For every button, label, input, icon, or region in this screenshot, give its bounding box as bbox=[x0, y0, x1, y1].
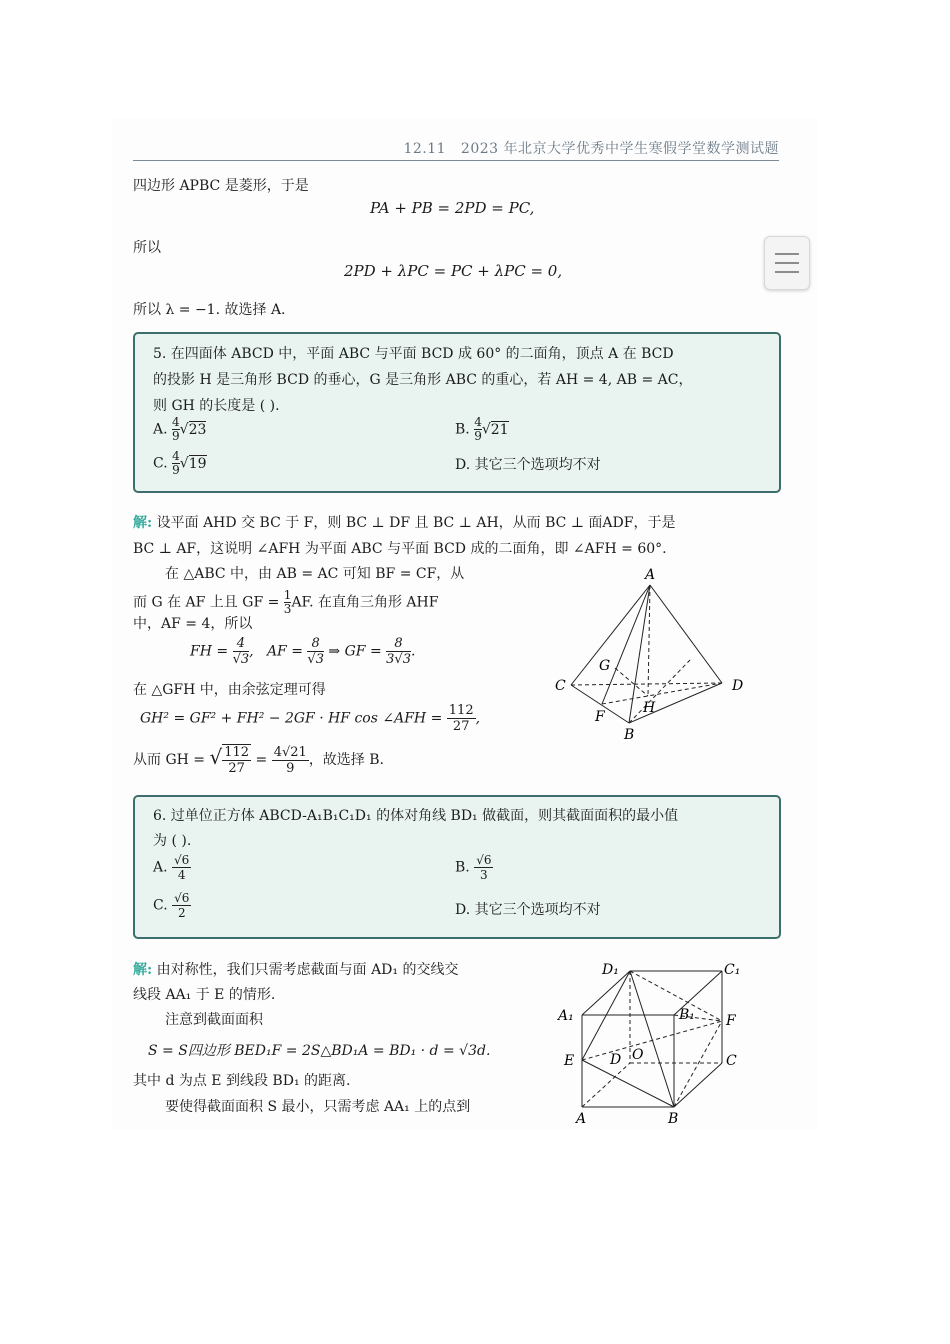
label-b: B bbox=[668, 1111, 679, 1127]
label-c: C bbox=[555, 678, 566, 694]
sol5-cosine-equation: GH² = GF² + FH² − 2GF · HF cos ∠AFH = $\frac{112}{27}$ , bbox=[140, 703, 481, 734]
sol5-line-6: 在 △GFH 中，由余弦定理可得 bbox=[133, 682, 326, 698]
q5-line-2: 的投影 H 是三角形 BCD 的垂心，G 是三角形 ABC 的重心，若 AH = 4, AB = AC， bbox=[153, 372, 693, 388]
segment-fd-hidden bbox=[602, 683, 722, 704]
q6-option-a: A. $\frac{√6}{4}$ bbox=[153, 853, 190, 882]
tetrahedron-figure bbox=[540, 565, 760, 745]
label-c1: C₁ bbox=[724, 962, 741, 978]
label-b1: B₁ bbox=[679, 1007, 695, 1023]
q6-line-2: 为 ( ). bbox=[153, 833, 192, 849]
q5-option-c: C. $\frac{4}{9}$ √19 bbox=[153, 449, 207, 477]
label-f: F bbox=[726, 1013, 736, 1029]
sol5-line-3: 在 △ABC 中，由 AB = AC 可知 BF = CF，从 bbox=[165, 566, 465, 582]
intro-line-2: 所以 bbox=[133, 240, 161, 256]
q5-option-a: A. $\frac{4}{9}$ √23 bbox=[153, 415, 207, 443]
label-d: D bbox=[610, 1052, 622, 1068]
sol5-line-5: 中，AF = 4，所以 bbox=[133, 616, 253, 632]
label-a: A bbox=[576, 1111, 587, 1127]
q5-option-d: D. 其它三个选项均不对 bbox=[455, 457, 601, 473]
header-title: 2023 年北京大学优秀中学生寒假学堂数学测试题 bbox=[460, 141, 779, 157]
label-o: O bbox=[632, 1047, 644, 1063]
question-5-box bbox=[133, 332, 781, 493]
sol6-line-4: 其中 d 为点 E 到线段 BD₁ 的距离. bbox=[133, 1073, 351, 1089]
label-f: F bbox=[595, 709, 605, 725]
sol5-equation-fh-af-gf: FH = $\frac{4}{√3}$ , AF = $\frac{8}{√3}$ ⇒ GF = $\frac{8}{3√3}$ . bbox=[190, 636, 416, 667]
intro-equation-2: 2PD + λPC = PC + λPC = 0, bbox=[344, 262, 563, 280]
label-d: D bbox=[732, 678, 744, 694]
label-e: E bbox=[564, 1053, 575, 1069]
intro-line-3: 所以 λ = −1. 故选择 A. bbox=[133, 302, 286, 318]
sol6-line-3: 注意到截面面积 bbox=[165, 1012, 263, 1028]
sol6-line-5: 要使得截面面积 S 最小，只需考虑 AA₁ 上的点到 bbox=[165, 1099, 471, 1115]
running-header bbox=[133, 138, 779, 158]
segment-bf-hidden bbox=[674, 1021, 722, 1107]
segment-ah-hidden bbox=[648, 585, 650, 696]
sol5-final-line: 从而 GH = √ $\frac{112}{27}$ = $\frac{4√21}{9}$ ，故选择 B. bbox=[133, 744, 385, 776]
sol5-line-1: 解: 设平面 AHD 交 BC 于 F，则 BC ⊥ DF 且 BC ⊥ AH，从而 BC ⊥ 面ADF，于是 bbox=[133, 515, 676, 531]
intro-equation-1: PA + PB = 2PD = PC, bbox=[370, 199, 535, 217]
edge-cd-hidden bbox=[571, 683, 722, 685]
segment-bh-hidden bbox=[629, 660, 690, 723]
label-a1: A₁ bbox=[558, 1008, 574, 1024]
label-a: A bbox=[645, 567, 656, 583]
segment-eb bbox=[582, 1060, 674, 1107]
cube-figure bbox=[550, 955, 750, 1130]
label-c: C bbox=[726, 1053, 737, 1069]
sol6-area-equation: S = S四边形 BED₁F = 2S△BD₁A = BD₁ · d = √3d. bbox=[148, 1043, 491, 1059]
sol6-line-1: 解: 由对称性，我们只需考虑截面与面 AD₁ 的交线交 bbox=[133, 962, 459, 978]
label-g: G bbox=[599, 658, 611, 674]
section-number: 12.11 bbox=[403, 141, 447, 157]
q5-line-3: 则 GH 的长度是 ( ). bbox=[153, 398, 280, 414]
sol5-line-2: BC ⊥ AF，这说明 ∠AFH 为平面 ABC 与平面 BCD 成的二面角，即 ∠AFH = 60°. bbox=[133, 541, 667, 557]
edge-bc bbox=[674, 1063, 722, 1107]
segment-ef-hidden bbox=[582, 1021, 722, 1060]
q5-option-b: B. $\frac{4}{9}$ √21 bbox=[455, 415, 509, 443]
q6-option-c: C. $\frac{√6}{2}$ bbox=[153, 891, 190, 920]
label-b: B bbox=[624, 727, 635, 743]
header-divider bbox=[133, 160, 779, 161]
label-h: H bbox=[643, 700, 656, 716]
edge-ad bbox=[650, 585, 722, 683]
q5-line-1: 5. 在四面体 ABCD 中，平面 ABC 与平面 BCD 成 60° 的二面角，顶点 A 在 BCD bbox=[153, 346, 674, 362]
label-d1: D₁ bbox=[602, 962, 619, 978]
q6-option-b: B. $\frac{√6}{3}$ bbox=[455, 853, 492, 882]
segment-af bbox=[602, 585, 650, 704]
intro-line-1: 四边形 APBC 是菱形，于是 bbox=[133, 178, 309, 194]
edge-ac bbox=[571, 585, 650, 685]
segment-gh-hidden bbox=[615, 668, 648, 696]
hamburger-menu-icon[interactable] bbox=[764, 236, 810, 290]
q6-line-1: 6. 过单位正方体 ABCD-A₁B₁C₁D₁ 的体对角线 BD₁ 做截面，则其截面面积的最小值 bbox=[153, 808, 679, 824]
q6-option-d: D. 其它三个选项均不对 bbox=[455, 902, 601, 918]
question-6-box bbox=[133, 795, 781, 939]
sol6-line-2: 线段 AA₁ 于 E 的情形. bbox=[133, 987, 276, 1003]
edge-ad-hidden bbox=[582, 1063, 630, 1107]
sol5-line-4: 而 G 在 AF 上且 GF = $\frac{1}{3}$ AF. 在直角三角形 AHF bbox=[133, 588, 439, 616]
